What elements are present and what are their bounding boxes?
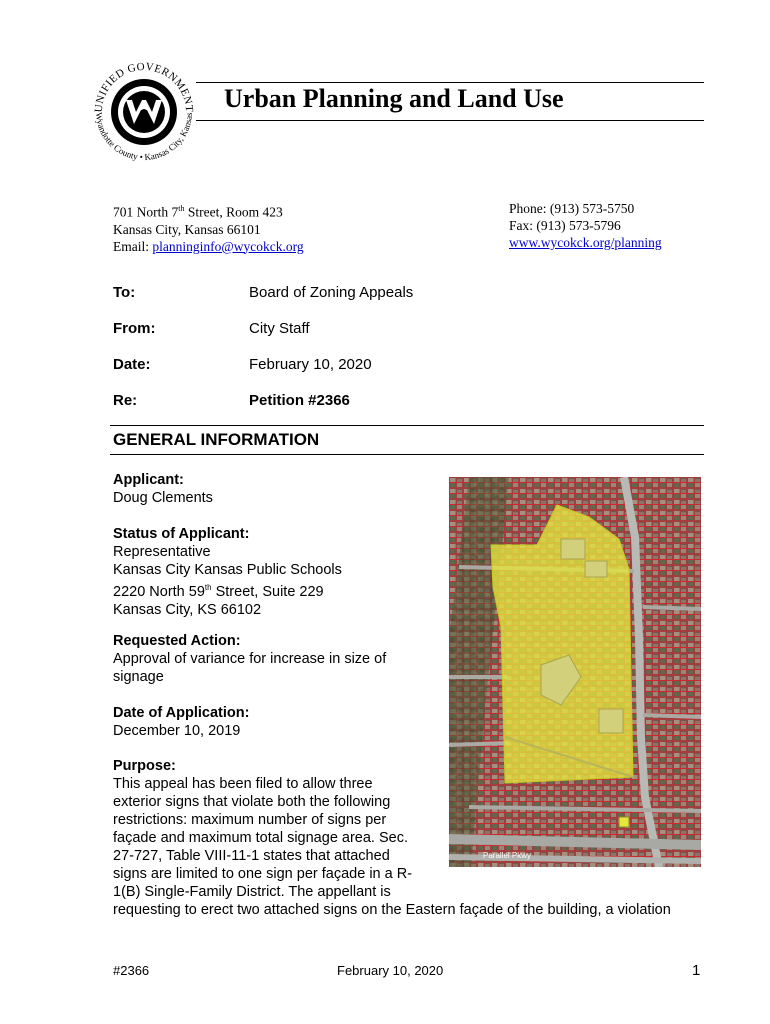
unified-government-logo (86, 54, 202, 170)
purpose-line: 1(B) Single-Family District. The appellant is (113, 884, 391, 900)
section-bottom-rule (110, 454, 704, 455)
address-line-2: Kansas City, Kansas 66101 (113, 221, 261, 237)
status-line-1: Representative (113, 544, 211, 560)
page-title: Urban Planning and Land Use (224, 84, 564, 113)
memo-re-label: Re: (113, 392, 138, 409)
purpose-label: Purpose: (113, 758, 176, 774)
memo-date-label: Date: (113, 356, 151, 373)
purpose-line: 27-727, Table VIII-11-1 states that attached (113, 848, 390, 864)
section-heading: GENERAL INFORMATION (113, 430, 320, 449)
requested-label: Requested Action: (113, 633, 241, 649)
status-label: Status of Applicant: (113, 526, 250, 542)
memo-to-value: Board of Zoning Appeals (249, 284, 414, 301)
address-line-1: 701 North 7th Street, Room 423 (113, 204, 283, 220)
memo-re-value: Petition #2366 (249, 392, 350, 409)
map-road-label: Parallel Pkwy (483, 851, 532, 860)
date-application-label: Date of Application: (113, 705, 250, 721)
website-link[interactable]: www.wycokck.org/planning (509, 235, 662, 250)
requested-block (113, 632, 443, 686)
svg-text:UNIFIED GOVERNMENT: UNIFIED GOVERNMENT (92, 60, 196, 113)
office-contact (509, 200, 662, 251)
purpose-line: signs are limited to one sign per façade in a R- (113, 866, 413, 882)
purpose-line: This appeal has been filed to allow three (113, 776, 373, 792)
office-address (113, 200, 304, 255)
status-block (113, 525, 443, 619)
requested-line-1: Approval of variance for increase in size of (113, 651, 387, 667)
purpose-line: restrictions: maximum number of signs per (113, 812, 387, 828)
requested-line-2: signage (113, 669, 164, 685)
date-application-value: December 10, 2019 (113, 723, 241, 739)
purpose-line: requesting to erect two attached signs on the Eastern façade of the building, a violation (113, 902, 671, 918)
memo-from-label: From: (113, 320, 156, 337)
email-line: Email: planninginfo@wycokck.org (113, 238, 304, 254)
memo-date-value: February 10, 2020 (249, 356, 372, 373)
svg-text:Wyandotte County • Kansas City: Wyandotte County • Kansas City, Kansas (93, 111, 195, 163)
header-bottom-rule (196, 120, 704, 121)
purpose-line: façade and maximum total signage area. Sec. (113, 830, 408, 846)
aerial-map (449, 477, 701, 867)
footer-date: February 10, 2020 (337, 963, 444, 978)
status-line-2: Kansas City Kansas Public Schools (113, 562, 342, 578)
memo-from-value: City Staff (249, 320, 310, 337)
applicant-block (113, 471, 443, 507)
page-number: 1 (692, 962, 701, 979)
status-line-4: Kansas City, KS 66102 (113, 601, 262, 618)
footer-petition: #2366 (113, 963, 150, 978)
memo-to-label: To: (113, 284, 136, 301)
fax-line: Fax: (913) 573-5796 (509, 218, 621, 233)
applicant-value: Doug Clements (113, 490, 213, 506)
section-top-rule (110, 425, 704, 426)
email-link[interactable]: planninginfo@wycokck.org (152, 238, 304, 254)
header-top-rule (196, 82, 704, 83)
applicant-label: Applicant: (113, 472, 184, 488)
purpose-line: exterior signs that violate both the following (113, 794, 391, 810)
date-application-block (113, 704, 443, 740)
phone-line: Phone: (913) 573-5750 (509, 201, 635, 216)
status-line-3: 2220 North 59th Street, Suite 229 (113, 583, 324, 600)
